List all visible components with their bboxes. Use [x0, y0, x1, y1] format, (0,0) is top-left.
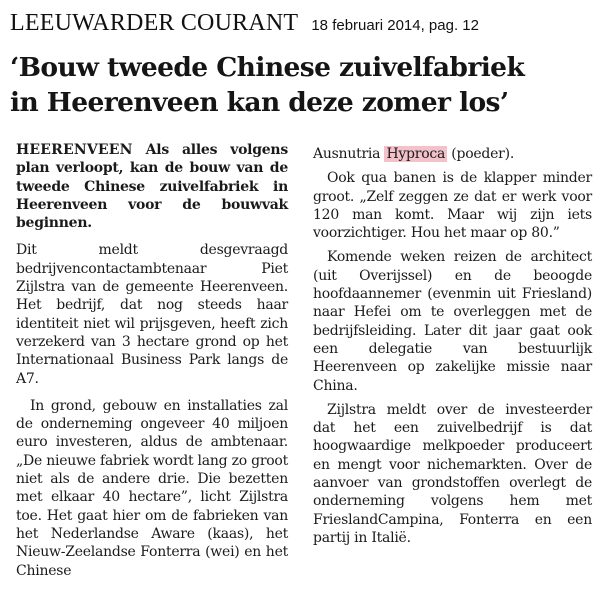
masthead	[10, 10, 479, 37]
article-column-2	[313, 145, 592, 547]
lead-text: Als alles volgens plan verloopt, kan de bouw van de tweede Chinese zuivelfabriek in Heerenveen voor de bouwvak beginnen.	[16, 142, 288, 232]
paragraph-2-continued	[313, 145, 592, 163]
newspaper-name: LEEUWARDER COURANT	[10, 10, 299, 36]
lead-place: HEERENVEEN	[16, 142, 133, 158]
paragraph-5: Zijlstra meldt over de investeerder dat het een zuivelbedrijf is dat hoogwaardige melkpoeder produceert en mengt voor nichemarkten. Over de aanvoer van grondstoffen overlegt de onderneming volgens hem met FrieslandCampina, Fonterra en een partij in Italië.	[313, 401, 592, 546]
headline-line-2: in Heerenveen kan deze zomer los’	[10, 87, 509, 118]
article-lead	[16, 141, 288, 232]
headline	[10, 50, 600, 120]
paragraph-2: In grond, gebouw en installaties zal de onderneming ongeveer 40 miljoen euro investeren, aldus de ambtenaar. „De nieuwe fabriek wordt lang zo groot niet als de andere drie. Die bezetten met elkaar 40 hectare”, licht Zijlstra toe. Het gaat hier om de fabrieken van het Nederlandse Aware (kaas), het Nieuw-Zeelandse Fonterra (wei) en het Chinese	[16, 397, 288, 579]
headline-line-1: ‘Bouw tweede Chinese zuivelfabriek	[10, 52, 525, 83]
p2-cont-after: (poeder).	[447, 146, 515, 162]
highlighted-company: Hyproca	[386, 146, 446, 162]
p2-cont-before: Ausnutria	[313, 146, 385, 162]
paragraph-4: Komende weken reizen de architect (uit Overijssel) en de beoogde hoofdaannemer (evenmin uit Friesland) naar Hefei om te overleggen met de bedrijfsleiding. Later dit jaar gaat ook een delegatie van bestuurlijk Heerenveen op zakelijke missie naar China.	[313, 249, 592, 394]
dateline: 18 februari 2014, pag. 12	[311, 17, 479, 34]
paragraph-1: Dit meldt desgevraagd bedrijvencontactambtenaar Piet Zijlstra van de gemeente Heerenveen. Het bedrijf, dat nog steeds haar identiteit niet wil prijsgeven, heeft zich verzekerd van 3 hectare grond op het Internationaal Business Park langs de A7.	[16, 242, 288, 387]
article-column-1	[16, 141, 288, 580]
paragraph-3: Ook qua banen is de klapper minder groot. „Zelf zeggen ze dat er werk voor 120 man komt. Maar wij zijn iets voorzichtiger. Hou het maar op 80.”	[313, 170, 592, 242]
